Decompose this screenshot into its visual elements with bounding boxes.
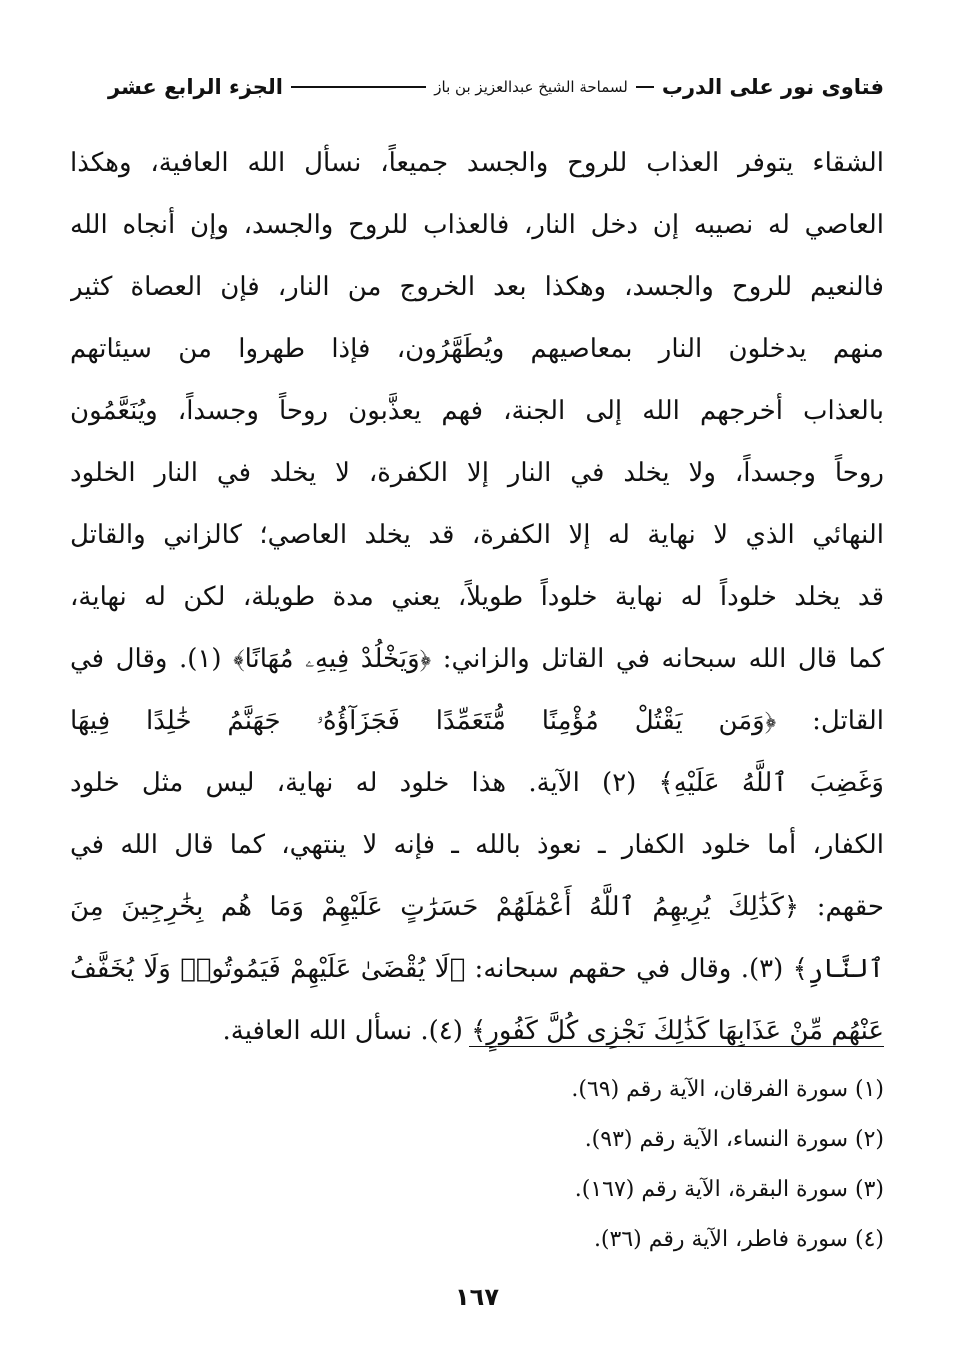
text-line: روحاً وجسداً، ولا يخلد في النار إلا الكفرة، لا يخلد في النار الخلود <box>70 458 884 488</box>
page-number: ١٦٧ <box>455 1283 499 1311</box>
text-line: ٱلنَّارِ﴾ (٣). وقال في حقهم سبحانه: ﴿لَا يُقْضَىٰ عَلَيْهِمْ فَيَمُوتُوا۟ وَلَا يُخَفَّفُ <box>70 954 884 984</box>
volume-label: الجزء الرابع عشر <box>108 75 283 99</box>
footnotes <box>300 1068 884 1268</box>
text-line: الشقاء يتوفر العذاب للروح والجسد جميعاً، نسأل الله العافية، وهكذا <box>70 148 884 178</box>
running-header <box>108 70 884 104</box>
footnote-divider <box>469 1046 884 1047</box>
footnote-item: (٢) سورة النساء، الآية رقم (٩٣). <box>584 1127 884 1152</box>
text-line: فالنعيم للروح والجسد، وهكذا بعد الخروج من النار، فإن العصاة كثير <box>70 272 884 302</box>
book-author: لسماحة الشيخ عبدالعزيز بن باز <box>434 78 628 96</box>
text-line: منهم يدخلون النار بمعاصيهم ويُطَهَّرُون، فإذا طهروا من سيئاتهم <box>70 334 884 364</box>
text-line: وَغَضِبَ ٱللَّهُ عَلَيْهِ﴾ (٢) الآية. هذا خلود له نهاية، ليس مثل خلود <box>70 768 884 798</box>
text-line: القاتل: ﴿وَمَن يَقْتُلْ مُؤْمِنًا مُّتَعَمِّدًا فَجَزَآؤُهُۥ جَهَنَّمُ خَٰلِدًا فِيهَا <box>70 706 884 736</box>
footnote-item: (٤) سورة فاطر، الآية رقم (٣٦). <box>593 1227 884 1252</box>
book-title: فتاوى نور على الدرب <box>661 75 884 99</box>
main-text <box>70 138 884 1068</box>
footnote-item: (٣) سورة البقرة، الآية رقم (١٦٧). <box>574 1177 884 1202</box>
text-line: العاصي له نصيبه إن دخل النار، فالعذاب للروح والجسد، وإن أنجاه الله <box>70 210 884 240</box>
text-line: بالعذاب أخرجهم الله إلى الجنة، فهم يعذَّبون روحاً وجسداً، ويُنَعَّمُون <box>70 396 884 426</box>
footnote-item: (١) سورة الفرقان، الآية رقم (٦٩). <box>571 1077 884 1102</box>
header-dash <box>636 86 654 88</box>
text-line: عَنْهُم مِّنْ عَذَابِهَا كَذَٰلِكَ نَجْزِى كُلَّ كَفُورٍ﴾ (٤). نسأل الله العافية. <box>222 1016 884 1046</box>
text-line: كما قال الله سبحانه في القاتل والزاني: ﴿وَيَخْلُدْ فِيهِۦ مُهَانًا﴾ (١). وقال في <box>70 644 884 674</box>
header-title-group <box>434 75 884 99</box>
text-line: الكفار، أما خلود الكفار ـ نعوذ بالله ـ فإنه لا ينتهي، كما قال الله في <box>70 830 884 860</box>
text-line: قد يخلد خلوداً له نهاية خلوداً طويلاً، يعني مدة طويلة، لكن له نهاية، <box>70 582 884 612</box>
text-line: النهائي الذي لا نهاية له إلا الكفرة، قد يخلد العاصي؛ كالزاني والقاتل <box>70 520 884 550</box>
header-rule <box>291 86 426 88</box>
text-line: حقهم: ﴿كَذَٰلِكَ يُرِيهِمُ ٱللَّهُ أَعْمَٰلَهُمْ حَسَرَٰتٍ عَلَيْهِمْ وَمَا هُم بِخَٰرِجِينَ مِنَ <box>70 892 884 922</box>
